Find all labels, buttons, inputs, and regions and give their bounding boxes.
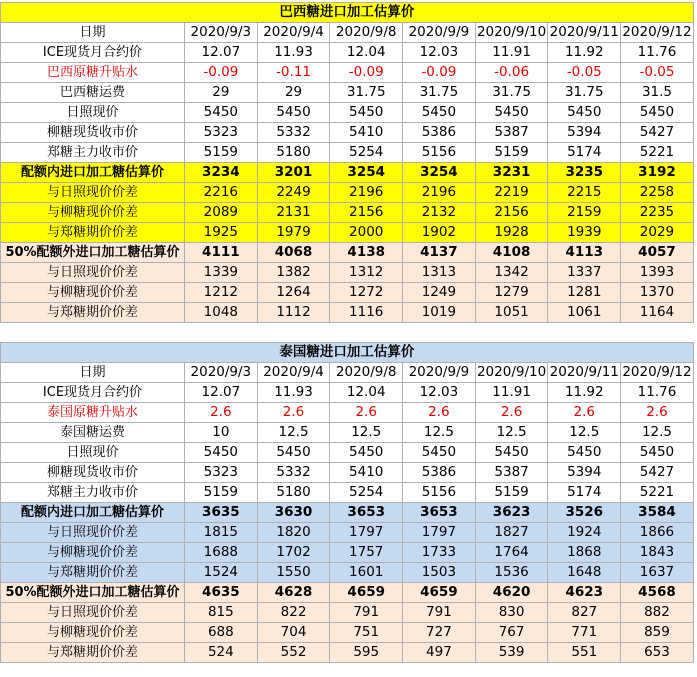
table-cell: 2156 [330,203,403,223]
table-cell: 2020/9/4 [257,363,330,383]
row-label: 日期 [1,23,185,43]
table-cell: 539 [475,643,548,663]
table-cell: 1797 [330,523,403,543]
table-cell: 822 [257,603,330,623]
table-cell: 3653 [330,503,403,523]
table-cell: 595 [330,643,403,663]
table-cell: 1061 [548,303,621,323]
table-cell: 12.5 [621,423,694,443]
table-cell: 1827 [475,523,548,543]
row-label: 50%配额外进口加工糖估算价 [1,583,185,603]
table-cell: 12.5 [548,423,621,443]
table-cell: 2156 [475,203,548,223]
table-cell: 12.07 [185,43,258,63]
table-cell: 2020/9/10 [475,23,548,43]
table-cell: 11.93 [257,43,330,63]
table-cell: 2089 [185,203,258,223]
table-cell: 1764 [475,543,548,563]
row-label: 与郑糖期价价差 [1,643,185,663]
table-cell: 31.75 [548,83,621,103]
table-cell: -0.09 [330,63,403,83]
table-cell: 1051 [475,303,548,323]
row-label: 郑糖主力收市价 [1,483,185,503]
table-cell: 2020/9/8 [330,23,403,43]
row-label: 泰国原糖升贴水 [1,403,185,423]
table-cell: -0.09 [403,63,476,83]
table-cell: -0.05 [621,63,694,83]
table-cell: 5387 [475,463,548,483]
table-cell: 3201 [257,163,330,183]
table-cell: 1925 [185,223,258,243]
table-cell: 1339 [185,263,258,283]
table-cell: 5450 [330,103,403,123]
table-cell: 5450 [621,103,694,123]
table-cell: 12.07 [185,383,258,403]
table-cell: 2020/9/9 [403,363,476,383]
table-title: 泰国糖进口加工估算价 [1,343,694,363]
table-cell: 1524 [185,563,258,583]
table-cell: 31.5 [621,83,694,103]
table-cell: 1868 [548,543,621,563]
row-label: 配额内进口加工糖估算价 [1,163,185,183]
row-label: 巴西原糖升贴水 [1,63,185,83]
table-cell: 5386 [403,123,476,143]
table-cell: 2020/9/8 [330,363,403,383]
table-cell: 2258 [621,183,694,203]
table-cell: 5450 [185,103,258,123]
table-cell: 1797 [403,523,476,543]
table-cell: 5450 [185,443,258,463]
row-label: 与郑糖期价价差 [1,223,185,243]
thailand-sugar-table [0,342,694,663]
table-cell: 2216 [185,183,258,203]
table-row [1,223,694,243]
table-cell: 11.91 [475,383,548,403]
table-cell: 11.92 [548,43,621,63]
table-cell: 3192 [621,163,694,183]
table-cell: 3584 [621,503,694,523]
table-cell: 2.6 [185,403,258,423]
table-cell: 5450 [330,443,403,463]
table-cell: 5450 [548,103,621,123]
table-cell: 2159 [548,203,621,223]
table-cell: 1272 [330,283,403,303]
table-row [1,303,694,323]
brazil-title-row [1,3,694,23]
table-row [1,563,694,583]
table-cell: 5450 [403,103,476,123]
table-cell: -0.11 [257,63,330,83]
table-cell: 5174 [548,143,621,163]
table-cell: 1688 [185,543,258,563]
table-cell: 2020/9/9 [403,23,476,43]
table-cell: 2020/9/12 [621,23,694,43]
table-title: 巴西糖进口加工估算价 [1,3,694,23]
table-cell: 827 [548,603,621,623]
table-cell: 1279 [475,283,548,303]
table-cell: 2020/9/3 [185,363,258,383]
table-cell: 1370 [621,283,694,303]
table-cell: 10 [185,423,258,443]
table-row [1,63,694,83]
table-cell: 12.04 [330,43,403,63]
table-cell: 1337 [548,263,621,283]
brazil-table-body [1,3,694,323]
table-cell: 31.75 [330,83,403,103]
table-cell: 552 [257,643,330,663]
table-cell: 3526 [548,503,621,523]
table-cell: 5332 [257,123,330,143]
table-cell: 1048 [185,303,258,323]
table-cell: 830 [475,603,548,623]
table-cell: 4113 [548,243,621,263]
table-cell: 5450 [475,103,548,123]
table-cell: 2196 [330,183,403,203]
table-cell: 5332 [257,463,330,483]
table-cell: 1820 [257,523,330,543]
table-cell: 1164 [621,303,694,323]
table-cell: 688 [185,623,258,643]
table-cell: 4138 [330,243,403,263]
table-row [1,403,694,423]
table-row [1,523,694,543]
table-row [1,363,694,383]
row-label: ICE现货月合约价 [1,43,185,63]
table-cell: -0.09 [185,63,258,83]
table-cell: 2.6 [257,403,330,423]
table-cell: 4068 [257,243,330,263]
table-cell: 3653 [403,503,476,523]
table-cell: 2196 [403,183,476,203]
table-row [1,243,694,263]
table-cell: 1019 [403,303,476,323]
table-cell: 2215 [548,183,621,203]
table-cell: 1393 [621,263,694,283]
table-cell: 1281 [548,283,621,303]
table-cell: 1702 [257,543,330,563]
table-cell: 5156 [403,143,476,163]
table-cell: 5450 [257,443,330,463]
table-cell: 5410 [330,123,403,143]
table-cell: 2000 [330,223,403,243]
table-cell: 1601 [330,563,403,583]
table-row [1,383,694,403]
row-label: 与日照现价价差 [1,263,185,283]
table-cell: 1550 [257,563,330,583]
table-cell: 12.5 [475,423,548,443]
table-cell: 3254 [403,163,476,183]
row-label: 日期 [1,363,185,383]
table-cell: 497 [403,643,476,663]
table-cell: 2020/9/10 [475,363,548,383]
table-cell: 5450 [548,443,621,463]
table-cell: 31.75 [475,83,548,103]
table-row [1,603,694,623]
table-row [1,423,694,443]
table-cell: 2.6 [403,403,476,423]
table-cell: 5410 [330,463,403,483]
table-cell: 31.75 [403,83,476,103]
table-cell: 1843 [621,543,694,563]
table-cell: 1313 [403,263,476,283]
table-cell: 4111 [185,243,258,263]
table-cell: 4628 [257,583,330,603]
table-cell: 1382 [257,263,330,283]
table-cell: 1112 [257,303,330,323]
table-row [1,103,694,123]
row-label: ICE现货月合约价 [1,383,185,403]
table-cell: 2235 [621,203,694,223]
table-cell: 1503 [403,563,476,583]
table-cell: 2219 [475,183,548,203]
table-cell: 5394 [548,123,621,143]
row-label: 郑糖主力收市价 [1,143,185,163]
table-cell: 859 [621,623,694,643]
table-cell: 653 [621,643,694,663]
table-cell: 5450 [403,443,476,463]
table-cell: 11.91 [475,43,548,63]
table-row [1,643,694,663]
table-cell: 1312 [330,263,403,283]
table-cell: 1536 [475,563,548,583]
table-cell: 4057 [621,243,694,263]
table-cell: 2132 [403,203,476,223]
table-cell: 12.03 [403,43,476,63]
row-label: 巴西糖运费 [1,83,185,103]
table-cell: 2020/9/11 [548,23,621,43]
table-cell: 2029 [621,223,694,243]
table-cell: -0.06 [475,63,548,83]
table-cell: 2.6 [330,403,403,423]
table-cell: 3235 [548,163,621,183]
table-row [1,623,694,643]
table-cell: 5323 [185,123,258,143]
table-cell: 1815 [185,523,258,543]
row-label: 日照现价 [1,443,185,463]
table-cell: 5394 [548,463,621,483]
table-cell: 5221 [621,483,694,503]
table-cell: 1866 [621,523,694,543]
table-cell: 5159 [475,143,548,163]
row-label: 与柳糖现价价差 [1,543,185,563]
table-cell: 1212 [185,283,258,303]
table-row [1,23,694,43]
table-cell: 727 [403,623,476,643]
row-label: 与郑糖期价价差 [1,303,185,323]
table-cell: 2.6 [548,403,621,423]
table-cell: 2020/9/4 [257,23,330,43]
table-cell: 4108 [475,243,548,263]
table-cell: 11.76 [621,43,694,63]
table-cell: 3234 [185,163,258,183]
table-cell: 3630 [257,503,330,523]
table-cell: 3231 [475,163,548,183]
row-label: 日照现价 [1,103,185,123]
table-cell: 5156 [403,483,476,503]
table-cell: 3254 [330,163,403,183]
table-cell: 2020/9/11 [548,363,621,383]
table-cell: 1249 [403,283,476,303]
row-label: 与柳糖现价价差 [1,283,185,303]
table-row [1,263,694,283]
table-cell: 5323 [185,463,258,483]
table-cell: 3635 [185,503,258,523]
table-cell: 1116 [330,303,403,323]
table-cell: 5450 [257,103,330,123]
row-label: 柳糖现货收市价 [1,463,185,483]
table-cell: 4635 [185,583,258,603]
table-row [1,583,694,603]
table-row [1,203,694,223]
table-cell: 4623 [548,583,621,603]
table-row [1,443,694,463]
table-cell: 791 [403,603,476,623]
table-cell: 2.6 [621,403,694,423]
table-cell: 4659 [330,583,403,603]
table-cell: 2020/9/12 [621,363,694,383]
table-cell: 767 [475,623,548,643]
table-cell: 791 [330,603,403,623]
table-cell: 2.6 [475,403,548,423]
table-cell: 4568 [621,583,694,603]
table-cell: 4137 [403,243,476,263]
table-cell: 1902 [403,223,476,243]
table-row [1,183,694,203]
table-cell: 2020/9/3 [185,23,258,43]
table-row [1,163,694,183]
table-cell: 5387 [475,123,548,143]
table-cell: 5386 [403,463,476,483]
row-label: 与日照现价价差 [1,603,185,623]
table-cell: 11.92 [548,383,621,403]
table-cell: 1637 [621,563,694,583]
table-cell: 12.5 [257,423,330,443]
table-cell: 882 [621,603,694,623]
table-cell: 704 [257,623,330,643]
table-cell: 5159 [185,143,258,163]
table-cell: 29 [185,83,258,103]
table-cell: 1733 [403,543,476,563]
table-cell: 1979 [257,223,330,243]
table-cell: 815 [185,603,258,623]
table-row [1,543,694,563]
row-label: 泰国糖运费 [1,423,185,443]
table-cell: 29 [257,83,330,103]
table-row [1,283,694,303]
table-cell: 1928 [475,223,548,243]
table-cell: -0.05 [548,63,621,83]
table-cell: 11.93 [257,383,330,403]
table-cell: 5450 [475,443,548,463]
row-label: 与柳糖现价价差 [1,203,185,223]
table-row [1,143,694,163]
row-label: 与日照现价价差 [1,523,185,543]
table-row [1,483,694,503]
table-cell: 1924 [548,523,621,543]
thailand-title-row [1,343,694,363]
table-cell: 2249 [257,183,330,203]
table-cell: 5427 [621,123,694,143]
table-row [1,463,694,483]
table-cell: 5254 [330,143,403,163]
table-cell: 5450 [621,443,694,463]
table-cell: 5221 [621,143,694,163]
row-label: 配额内进口加工糖估算价 [1,503,185,523]
thailand-table-body [1,343,694,663]
table-cell: 5427 [621,463,694,483]
row-label: 与柳糖现价价差 [1,623,185,643]
table-cell: 1757 [330,543,403,563]
row-label: 与日照现价价差 [1,183,185,203]
table-cell: 5254 [330,483,403,503]
table-cell: 751 [330,623,403,643]
row-label: 50%配额外进口加工糖估算价 [1,243,185,263]
table-cell: 771 [548,623,621,643]
table-cell: 11.76 [621,383,694,403]
row-label: 柳糖现货收市价 [1,123,185,143]
table-cell: 551 [548,643,621,663]
table-cell: 524 [185,643,258,663]
table-cell: 1342 [475,263,548,283]
table-cell: 5174 [548,483,621,503]
table-cell: 4659 [403,583,476,603]
table-cell: 1648 [548,563,621,583]
table-cell: 5159 [185,483,258,503]
table-cell: 12.5 [330,423,403,443]
table-cell: 3623 [475,503,548,523]
table-cell: 1939 [548,223,621,243]
table-cell: 12.04 [330,383,403,403]
table-cell: 5180 [257,483,330,503]
table-cell: 12.03 [403,383,476,403]
table-cell: 2131 [257,203,330,223]
table-cell: 1264 [257,283,330,303]
table-row [1,83,694,103]
table-row [1,43,694,63]
row-label: 与郑糖期价价差 [1,563,185,583]
brazil-sugar-table [0,2,694,323]
table-cell: 4620 [475,583,548,603]
table-cell: 5180 [257,143,330,163]
table-cell: 5159 [475,483,548,503]
table-row [1,503,694,523]
table-cell: 12.5 [403,423,476,443]
table-row [1,123,694,143]
